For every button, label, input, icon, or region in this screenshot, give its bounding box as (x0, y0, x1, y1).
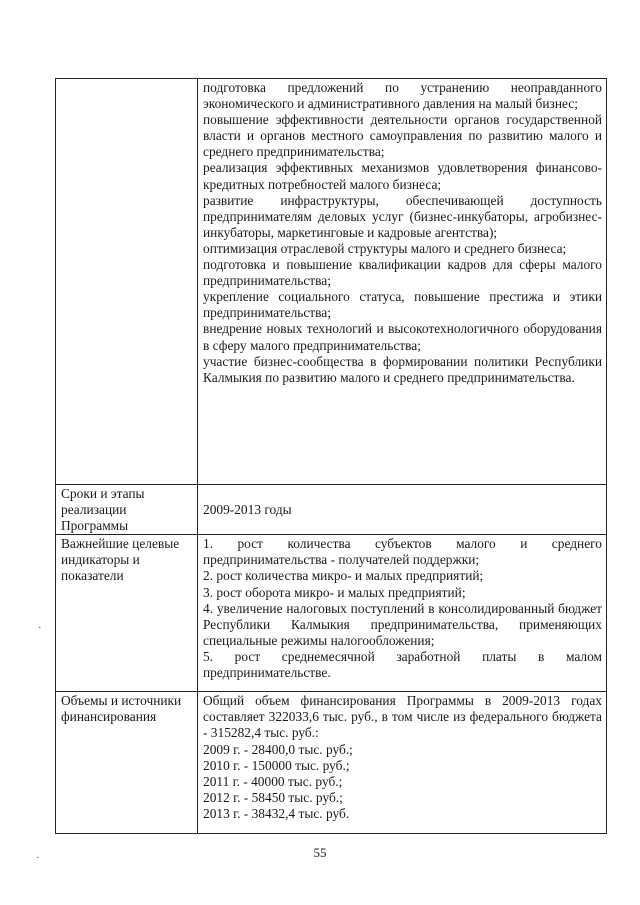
row-content-cell (198, 535, 607, 692)
indicator-item: 2. рост количества микро- и малых предприятий; (203, 568, 484, 584)
funding-year-item: 2010 г. - 150000 тыс. руб.; (203, 757, 350, 773)
table-row (56, 535, 607, 692)
row-label-cell (56, 692, 198, 834)
table-row (56, 485, 607, 535)
scan-speck: · (38, 622, 42, 634)
row-label: Сроки и этапы реализации Программы (61, 486, 145, 534)
task-item: развитие инфраструктуры, обеспечивающей доступность предпринимателям деловых услуг (бизнес-инкубаторы, агробизнес-инкубаторы, маркетинговые и кадровые агентства); (203, 192, 602, 240)
task-item: подготовка предложений по устранению неоправданного экономического и административного давления на малый бизнес; (203, 80, 602, 112)
task-item: внедрение новых технологий и высокотехнологичного оборудования в сферу малого предпринимательства; (203, 321, 602, 353)
funding-summary: Общий объем финансирования Программы в 2009-2013 годах составляет 322033,6 тыс. руб., в том числе из федерального бюджета - 315282,4 тыс. руб.: (203, 693, 602, 741)
row-content-cell (198, 692, 607, 834)
funding-year-item: 2012 г. - 58450 тыс. руб.; (203, 789, 343, 805)
indicator-item: 5. рост среднемесячной заработной платы в малом предпринимательстве. (203, 648, 602, 681)
row-label-cell (56, 535, 198, 692)
row-content-cell (198, 485, 607, 535)
indicator-item: 4. увеличение налоговых поступлений в консолидированный бюджет Республики Калмыкия предпринимательства, применяющих специальные режимы налогообложения; (203, 600, 602, 648)
row-content-cell (198, 79, 607, 485)
table-row (56, 692, 607, 834)
program-passport-table (55, 78, 607, 834)
table-row (56, 79, 607, 485)
row-label: Важнейшие целевые индикаторы и показатели (61, 536, 180, 584)
task-item: оптимизация отраслевой структуры малого и среднего бизнеса; (203, 240, 567, 256)
funding-year-item: 2013 г. - 38432,4 тыс. руб. (203, 805, 350, 821)
row-label: Объемы и источники финансирования (61, 693, 182, 725)
task-item: укрепление социального статуса, повышение престижа и этики предпринимательства; (203, 289, 602, 321)
indicator-item: 3. рост оборота микро- и малых предприятий; (203, 584, 466, 600)
row-label-cell (56, 79, 198, 485)
funding-year-item: 2011 г. - 40000 тыс. руб.; (203, 773, 343, 789)
task-item: участие бизнес-сообщества в формировании политики Республики Калмыкия по развитию малого и среднего предпринимательства. (203, 353, 602, 385)
scan-speck: · (36, 852, 40, 864)
task-item: реализация эффективных механизмов удовлетворения финансово-кредитных потребностей малого бизнеса; (203, 160, 602, 192)
task-item: подготовка и повышение квалификации кадров для сферы малого предпринимательства; (203, 257, 602, 289)
task-item: повышение эффективности деятельности органов государственной власти и органов местного самоуправления по развитию малого и среднего предпринимательства; (203, 112, 602, 160)
period-value: 2009-2013 годы (203, 502, 292, 518)
page-number: 55 (313, 845, 327, 860)
row-label-cell (56, 485, 198, 535)
indicator-item: 1. рост количества субъектов малого и среднего предпринимательства - получателей поддержки; (203, 536, 602, 568)
funding-year-item: 2009 г. - 28400,0 тыс. руб.; (203, 741, 353, 757)
